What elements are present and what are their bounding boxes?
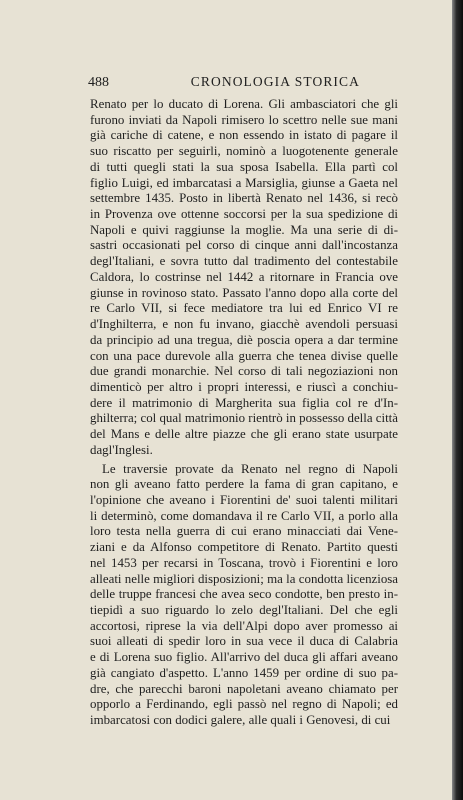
text-line: Le traversie provate da Renato nel regno di Napoli: [102, 461, 398, 476]
text-line: di tutti quegli stati la sua sposa Isabella. Ella partì col: [90, 159, 398, 174]
text-line: tiepidì a suo riguardo lo zelo degl'Italiani. Del che egli: [90, 603, 398, 617]
book-gutter: [452, 0, 463, 800]
text-line: suoi alleati di spedir loro in sua vece il duca di Calabria: [90, 634, 398, 649]
text-line: del Mans e delle altre piazze che gli erano state usurpate: [90, 427, 398, 442]
text-line: con una pace durevole alla guerra che tenea divise quelle: [90, 348, 398, 363]
running-head: CRONOLOGIA STORICA: [190, 74, 360, 89]
text-line: dere il matrimonio di Margherita sua figlia col re d'In-: [90, 395, 398, 410]
text-line: dagl'Inglesi.: [90, 442, 153, 457]
text-line: già cangiato d'aspetto. L'anno 1459 per ordine di suo pa-: [90, 665, 398, 680]
text-line: giunse in rovinoso stato. Passato l'anno dopo alla corte del: [90, 285, 398, 300]
text-line: nel 1453 per recarsi in Toscana, trovò i Fiorentini e loro: [90, 555, 398, 570]
text-line: suo riscatto per seguirli, nominò a luogotenente generale: [90, 144, 398, 159]
text-line: ghilterra; col qual matrimonio rientrò in possesso della città: [90, 411, 398, 426]
text-line: già cariche di catene, e non essendo in istato di pagare il: [90, 128, 398, 143]
text-line: ziani e da Alfonso competitore di Renato. Partito questi: [90, 540, 398, 555]
text-line: Renato per lo ducato di Lorena. Gli ambasciatori che gli: [90, 97, 398, 111]
text-line: furono inviati da Napoli rimisero lo scettro nelle sue mani: [90, 112, 398, 127]
text-line: li determinò, come domandava il re Carlo VII, a porlo alla: [90, 508, 398, 523]
text-line: loro testa nella guerra di cui erano minacciati dai Vene-: [90, 524, 398, 539]
body-text: [90, 97, 398, 729]
paragraph: [90, 97, 398, 459]
paragraph: [90, 462, 398, 729]
text-line: due grandi monarchie. Nel corso di tali negoziazioni non: [90, 364, 398, 379]
text-line: figlio Luigi, ed imbarcatasi a Marsiglia, giunse a Gaeta nel: [90, 175, 398, 190]
text-line: Caldora, lo costrinse nel 1442 a ritornare in Francia ove: [90, 269, 398, 284]
text-line: l'opinione che aveano i Fiorentini de' suoi talenti militari: [90, 492, 398, 507]
text-line: dre, che parecchi baroni napoletani aveano chiamato per: [90, 681, 398, 696]
text-line: Napoli e quivi raggiunse la moglie. Ma una serie di di-: [90, 222, 398, 237]
text-line: da principio ad una tregua, diè poscia opera a dar termine: [90, 332, 398, 347]
text-line: opporlo a Ferdinando, egli passò nel regno di Napoli; ed: [90, 697, 398, 712]
text-line: in Provenza ove ottenne soccorsi per la sua spedizione di: [90, 207, 398, 222]
text-line: settembre 1435. Posto in libertà Renato nel 1436, si recò: [90, 191, 398, 206]
text-line: dimenticò per altro i propri interessi, e riuscì a conchiu-: [90, 379, 398, 394]
text-line: e di Lorena suo figlio. All'arrivo del duca gli affari aveano: [90, 650, 398, 665]
text-line: accortosi, riprese la via dell'Alpi dopo aver promesso ai: [90, 618, 398, 633]
text-line: d'Inghilterra, e non fu invano, giacchè avendoli persuasi: [90, 317, 398, 332]
page-header: [88, 74, 390, 91]
text-line: sastri occasionati pel corso di cinque anni dall'incostanza: [90, 238, 398, 253]
text-line: delle truppe francesi che avea seco condotte, ben presto in-: [90, 587, 398, 602]
page-number: 488: [88, 75, 109, 90]
text-line: imbarcatosi con dodici galere, alle quali i Genovesi, di cui: [90, 713, 391, 728]
text-line: degl'Italiani, e sovra tutto dal tradimento del contestabile: [90, 254, 398, 269]
text-line: alleati nelle migliori disposizioni; ma la condotta licenziosa: [90, 571, 398, 586]
text-line: re Carlo VII, si fece mediatore tra lui ed Enrico VI re: [90, 301, 398, 316]
text-line: non gli aveano fatto perdere la fama di gran capitano, e: [90, 477, 398, 492]
